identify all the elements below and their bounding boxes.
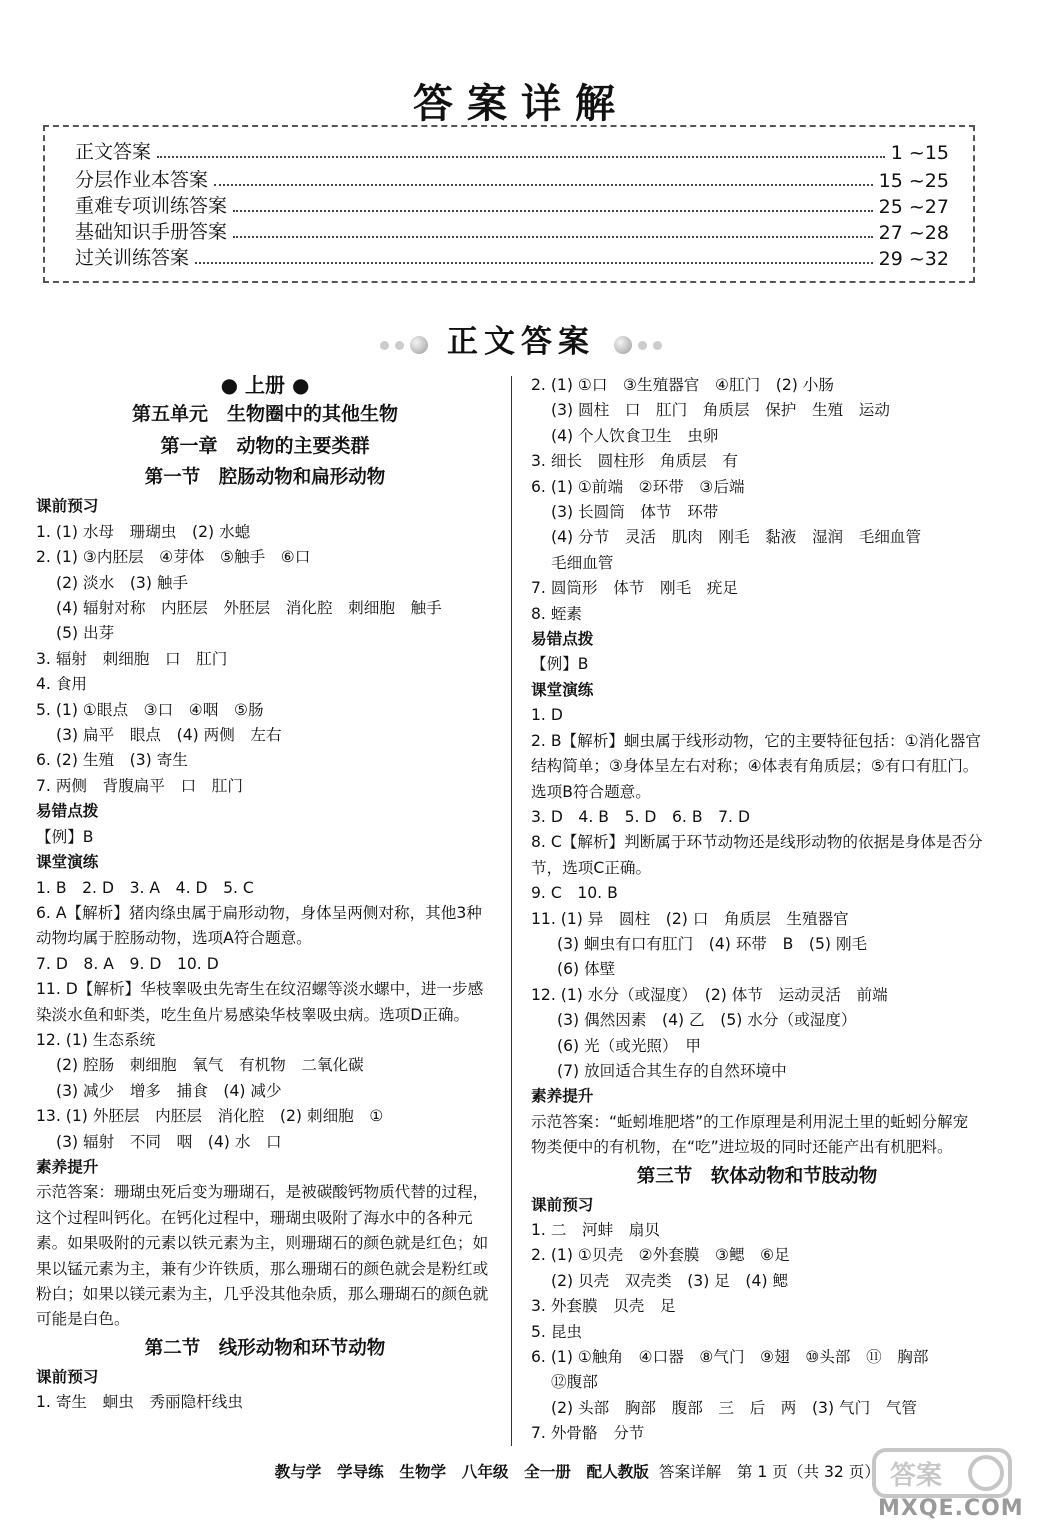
answer-line: 【例】B — [531, 655, 589, 674]
answer-line: (4) 辐射对称 内胚层 外胚层 消化腔 刺细胞 触手 — [56, 599, 442, 618]
answer-line: ⑫腹部 — [551, 1373, 598, 1392]
toc-row — [75, 139, 949, 164]
subsection-heading: 课前预习 — [36, 497, 99, 516]
answer-line: 5. (1) ①眼点 ③口 ④咽 ⑤肠 — [36, 700, 264, 719]
answer-line: 5. 昆虫 — [531, 1322, 583, 1341]
answer-line: 【例】B — [36, 827, 94, 846]
toc-leader — [195, 262, 873, 264]
answer-line: 2. B【解析】蛔虫属于线形动物，它的主要特征包括：①消化器官结构简单；③身体呈左右对称；④体表有角质层；⑤有口有肛门。选项B符合题意。 — [531, 731, 981, 801]
answer-line: 7. 圆筒形 体节 刚毛 疣足 — [531, 579, 738, 598]
toc-label: 重难专项训练答案 — [75, 195, 228, 217]
answer-line: 1. (1) 水母 珊瑚虫 (2) 水螅 — [36, 522, 251, 541]
answer-line: (2) 贝壳 双壳类 (3) 足 (4) 鳃 — [551, 1271, 789, 1290]
subsection-heading: 易错点拨 — [36, 802, 99, 821]
toc-leader — [157, 156, 885, 158]
answer-line: (6) 光（或光照） 甲 — [557, 1036, 701, 1055]
answer-line: 1. B 2. D 3. A 4. D 5. C — [36, 878, 254, 897]
answer-line: (3) 减少 增多 捕食 (4) 减少 — [56, 1081, 282, 1100]
answer-line: 示范答案：“蚯蚓堆肥塔”的工作原理是利用泥土里的蚯蚓分解宠物类便中的有机物，在“吃”进垃圾的同时还能产出有机肥料。 — [531, 1112, 969, 1157]
answer-line: 3. 细长 圆柱形 角质层 有 — [531, 452, 738, 471]
svg-text:答案: 答案 — [890, 1461, 943, 1491]
answer-line: 4. 食用 — [36, 675, 88, 694]
section-title: 正文答案 — [447, 324, 595, 360]
subsection-heading: 课堂演练 — [36, 853, 99, 872]
subsection-heading: 素养提升 — [36, 1157, 99, 1176]
answer-line: (3) 长圆筒 体节 环带 — [551, 503, 719, 522]
toc-row — [75, 193, 949, 218]
section-heading: 第三节 软体动物和节肢动物 — [636, 1165, 878, 1187]
answer-line: (5) 出芽 — [56, 624, 115, 643]
subsection-heading: 素养提升 — [531, 1087, 594, 1106]
subsection-heading: 课前预习 — [531, 1195, 594, 1214]
section-heading: 第二节 线形动物和环节动物 — [144, 1337, 386, 1359]
answer-line: 毛细血管 — [551, 553, 614, 572]
answer-line: (3) 偶然因素 (4) 乙 (5) 水分（或湿度） — [557, 1011, 857, 1030]
section-heading: 第一节 腔肠动物和扁形动物 — [144, 467, 386, 489]
answer-line: 6. (2) 生殖 (3) 寄生 — [36, 751, 188, 770]
toc-label: 基础知识手册答案 — [75, 221, 228, 243]
answer-line: (2) 腔肠 刺细胞 氧气 有机物 二氧化碳 — [56, 1056, 364, 1075]
right-column — [531, 373, 983, 1447]
answer-line: 8. C【解析】判断属于环节动物还是线形动物的依据是身体是否分节，选项C正确。 — [531, 833, 983, 877]
subsection-heading: 课前预习 — [36, 1367, 99, 1386]
volume-heading: ● 上册 ● — [220, 373, 310, 397]
toc-leader — [233, 210, 873, 212]
answer-line: 1. D — [531, 706, 563, 725]
watermark-text: MXQE.COM — [878, 1496, 1024, 1521]
answer-line: 示范答案：珊瑚虫死后变为珊瑚石，是被碳酸钙物质代替的过程，这个过程叫钙化。在钙化过程中，珊瑚虫吸附了海水中的各种元素。如果吸附的元素以铁元素为主，则珊瑚石的颜色就是红色；如果以锰元素为主，兼有少许铁质，那么珊瑚石的颜色就会是粉红或粉白；如果以镁元素为主，几乎没其他杂质，那么珊瑚石的颜色就可能是白色。 — [36, 1183, 489, 1329]
subsection-heading: 易错点拨 — [531, 630, 594, 649]
toc-leader — [214, 184, 873, 186]
left-column — [36, 373, 494, 1416]
answer-line: 6. A【解析】猪肉绦虫属于扁形动物，身体呈两侧对称，其他3种动物均属于腔肠动物，选项A符合题意。 — [36, 903, 482, 948]
answer-line: 1. 寄生 蛔虫 秀丽隐杆线虫 — [36, 1393, 243, 1412]
answer-line: 8. 蛭素 — [531, 604, 583, 623]
answer-line: 7. 外骨骼 分节 — [531, 1424, 645, 1443]
toc-row — [75, 167, 949, 192]
subsection-heading: 课堂演练 — [531, 680, 594, 699]
page-title: 答案详解 — [413, 81, 629, 127]
answer-line: 11. D【解析】华枝睾吸虫先寄生在纹沼螺等淡水螺中，进一步感染淡水鱼和虾类，吃生鱼片易感染华枝睾吸虫病。选项D正确。 — [36, 980, 484, 1024]
answer-line: (7) 放回适合其生存的自然环境中 — [557, 1061, 787, 1080]
answer-line: 13. (1) 外胚层 内胚层 消化腔 (2) 刺细胞 ① — [36, 1107, 384, 1126]
section-heading: 第五单元 生物圈中的其他生物 — [131, 403, 398, 426]
answer-line: 3. D 4. B 5. D 6. B 7. D — [531, 807, 750, 826]
answer-line: 12. (1) 水分（或湿度） (2) 体节 运动灵活 前端 — [531, 985, 888, 1004]
footer-page-info: 答案详解 第 1 页（共 32 页） — [658, 1463, 880, 1481]
answer-line: 6. (1) ①前端 ②环带 ③后端 — [531, 477, 745, 496]
answer-line: 9. C 10. B — [531, 884, 618, 903]
column-divider — [511, 376, 512, 1446]
toc-row — [75, 219, 949, 244]
answer-line: (3) 辐射 不同 咽 (4) 水 口 — [56, 1132, 282, 1151]
footer-book-info: 教与学 学导练 生物学 八年级 全一册 配人教版 — [274, 1463, 649, 1481]
toc-pages: 1 ~15 — [890, 142, 949, 164]
answer-line: 2. (1) ①贝壳 ②外套膜 ③鳃 ⑥足 — [531, 1246, 790, 1265]
answer-line: (3) 扁平 眼点 (4) 两侧 左右 — [56, 726, 282, 745]
answer-line: 11. (1) 异 圆柱 (2) 口 角质层 生殖器官 — [531, 909, 849, 928]
answer-line: (3) 蛔虫有口有肛门 (4) 环带 B (5) 刚毛 — [557, 934, 868, 953]
toc-pages: 15 ~25 — [878, 170, 949, 192]
answer-line: 6. (1) ①触角 ④口器 ⑧气门 ⑨翅 ⑩头部 ⑪ 胸部 — [531, 1348, 929, 1367]
toc-leader — [233, 236, 873, 238]
toc-row — [75, 245, 949, 270]
answer-line: 3. 辐射 刺细胞 口 肛门 — [36, 649, 228, 668]
answer-line: (3) 圆柱 口 肛门 角质层 保护 生殖 运动 — [551, 401, 890, 420]
answer-line: (2) 头部 胸部 腹部 三 后 两 (3) 气门 气管 — [551, 1398, 917, 1417]
answer-line: 12. (1) 生态系统 — [36, 1030, 156, 1049]
table-of-contents — [43, 125, 975, 283]
answer-line: 2. (1) ③内胚层 ④芽体 ⑤触手 ⑥口 — [36, 548, 311, 567]
answer-line: 7. D 8. A 9. D 10. D — [36, 954, 219, 973]
toc-pages: 25 ~27 — [878, 196, 949, 218]
decorative-dots-left — [377, 326, 431, 362]
answer-line: (4) 个人饮食卫生 虫卵 — [551, 426, 719, 445]
footer — [0, 1460, 880, 1482]
answer-line: 2. (1) ①口 ③生殖器官 ④肛门 (2) 小肠 — [531, 376, 834, 394]
toc-pages: 29 ~32 — [878, 248, 949, 270]
answer-line: 1. 二 河蚌 扇贝 — [531, 1221, 660, 1239]
answer-line: (2) 淡水 (3) 触手 — [56, 573, 189, 592]
toc-label: 正文答案 — [75, 141, 152, 163]
toc-label: 过关训练答案 — [75, 247, 190, 269]
section-heading: 第一章 动物的主要类群 — [160, 435, 370, 458]
toc-pages: 27 ~28 — [878, 222, 949, 244]
answer-line: (4) 分节 灵活 肌肉 刚毛 黏液 湿润 毛细血管 — [551, 528, 922, 547]
toc-label: 分层作业本答案 — [75, 169, 209, 191]
answer-line: 7. 两侧 背腹扁平 口 肛门 — [36, 776, 243, 795]
answer-line: (6) 体壁 — [557, 960, 616, 979]
section-banner — [0, 316, 1042, 362]
answer-line: 3. 外套膜 贝壳 足 — [531, 1297, 676, 1316]
decorative-dots-right — [611, 326, 665, 362]
